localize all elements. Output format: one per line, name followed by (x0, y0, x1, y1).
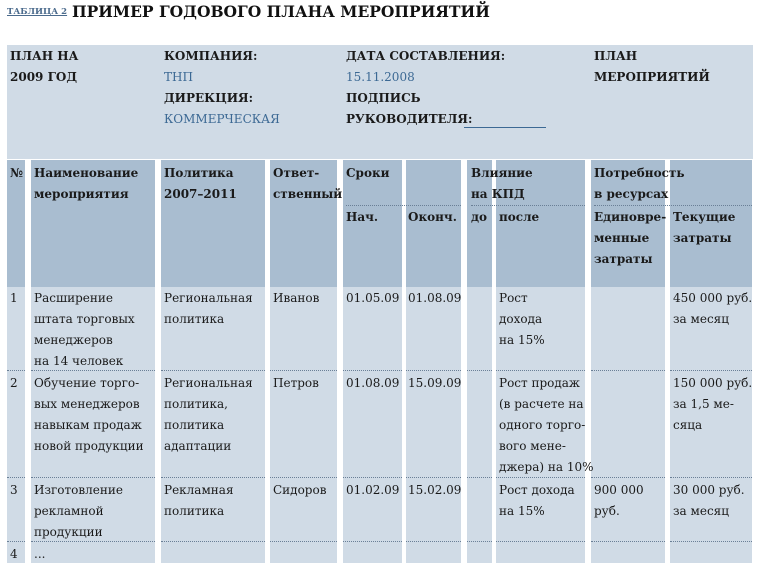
date-label: ДАТА СОСТАВЛЕНИЯ: (346, 49, 506, 63)
row-divider (343, 477, 402, 478)
cell-onetime: 900 000 руб. (594, 483, 644, 518)
row-divider (496, 541, 585, 542)
cell-name: Изготовление рекламной продукции (34, 483, 123, 539)
date-value: 15.11.2008 (346, 70, 415, 84)
plan-year-label: ПЛАН НА 2009 ГОД (10, 49, 79, 84)
cell-start: 01.08.09 (346, 376, 400, 390)
cell-num: 2 (10, 376, 18, 390)
row-divider (270, 541, 337, 542)
header-responsible: Ответ- ственный (273, 166, 343, 201)
row-divider (7, 541, 25, 542)
row-divider (406, 370, 461, 371)
header-kpd: Влияние на КПД (471, 166, 533, 201)
directorate-value: КОММЕРЧЕСКАЯ (164, 112, 280, 126)
terms-divider (346, 205, 461, 206)
cell-policy: Региональная политика, политика адаптации (164, 376, 253, 453)
cell-end: 15.02.09 (408, 483, 462, 497)
resources-divider (594, 205, 752, 206)
row-divider (7, 370, 25, 371)
row-divider (270, 370, 337, 371)
cell-num: 1 (10, 291, 18, 305)
kpd-divider (471, 205, 585, 206)
header-res-onetime: Единовре- менные затраты (594, 210, 667, 266)
cell-start: 01.02.09 (346, 483, 400, 497)
row-divider (591, 370, 665, 371)
row-divider (670, 541, 752, 542)
cell-responsible: Петров (273, 376, 319, 390)
cell-end: 15.09.09 (408, 376, 462, 390)
cell-current: 450 000 руб. за месяц (673, 291, 753, 326)
cell-responsible: Сидоров (273, 483, 327, 497)
cell-policy: Рекламная политика (164, 483, 234, 518)
row-divider (343, 370, 402, 371)
directorate-label: ДИРЕКЦИЯ: (164, 91, 254, 105)
row-divider (31, 477, 155, 478)
header-resources: Потребность в ресурсах (594, 166, 685, 201)
cell-end: 01.08.09 (408, 291, 462, 305)
company-label: КОМПАНИЯ: (164, 49, 258, 63)
plan-title-label: ПЛАН МЕРОПРИЯТИЙ (594, 49, 710, 84)
signature-label: ПОДПИСЬ РУКОВОДИТЕЛЯ: (346, 91, 473, 126)
header-kpd-after: после (499, 210, 540, 224)
cell-num: 4 (10, 547, 18, 561)
row-divider (591, 477, 665, 478)
header-terms-start: Нач. (346, 210, 379, 224)
table-number-tag: ТАБЛИЦА 2 (7, 7, 68, 17)
cell-policy: Региональная политика (164, 291, 253, 326)
row-divider (161, 370, 265, 371)
cell-after: Рост продаж (в расчете на одного торго- вого мене- джера) на 10% (499, 376, 594, 474)
row-divider (161, 541, 265, 542)
header-policy: Политика 2007–2011 (164, 166, 237, 201)
row-divider (670, 477, 752, 478)
row-divider (591, 541, 665, 542)
row-divider (467, 477, 492, 478)
cell-responsible: Иванов (273, 291, 320, 305)
cell-start: 01.05.09 (346, 291, 400, 305)
header-num: № (10, 166, 24, 180)
cell-name: Обучение торго- вых менеджеров навыкам продаж новой продукции (34, 376, 144, 453)
header-name: Наименование мероприятия (34, 166, 139, 201)
header-terms-end: Оконч. (408, 210, 457, 224)
header-terms: Сроки (346, 166, 390, 180)
header-res-current: Текущие затраты (673, 210, 736, 245)
row-divider (467, 370, 492, 371)
cell-current: 30 000 руб. за месяц (673, 483, 745, 518)
cell-after: Рост дохода на 15% (499, 291, 545, 347)
table-title: ПРИМЕР ГОДОВОГО ПЛАНА МЕРОПРИЯТИЙ (72, 2, 490, 21)
company-value: ТНП (164, 70, 193, 84)
row-divider (7, 477, 25, 478)
cell-name: ... (34, 547, 46, 561)
cell-current: 150 000 руб. за 1,5 ме- сяца (673, 376, 753, 432)
row-divider (406, 541, 461, 542)
row-divider (270, 477, 337, 478)
row-divider (343, 541, 402, 542)
row-divider (670, 370, 752, 371)
cell-after: Рост дохода на 15% (499, 483, 575, 518)
row-divider (406, 477, 461, 478)
header-kpd-before: до (471, 210, 488, 224)
cell-num: 3 (10, 483, 18, 497)
signature-line (464, 115, 546, 128)
cell-name: Расширение штата торговых менеджеров на 14 человек (34, 291, 135, 368)
row-divider (467, 541, 492, 542)
row-divider (496, 370, 585, 371)
row-divider (161, 477, 265, 478)
